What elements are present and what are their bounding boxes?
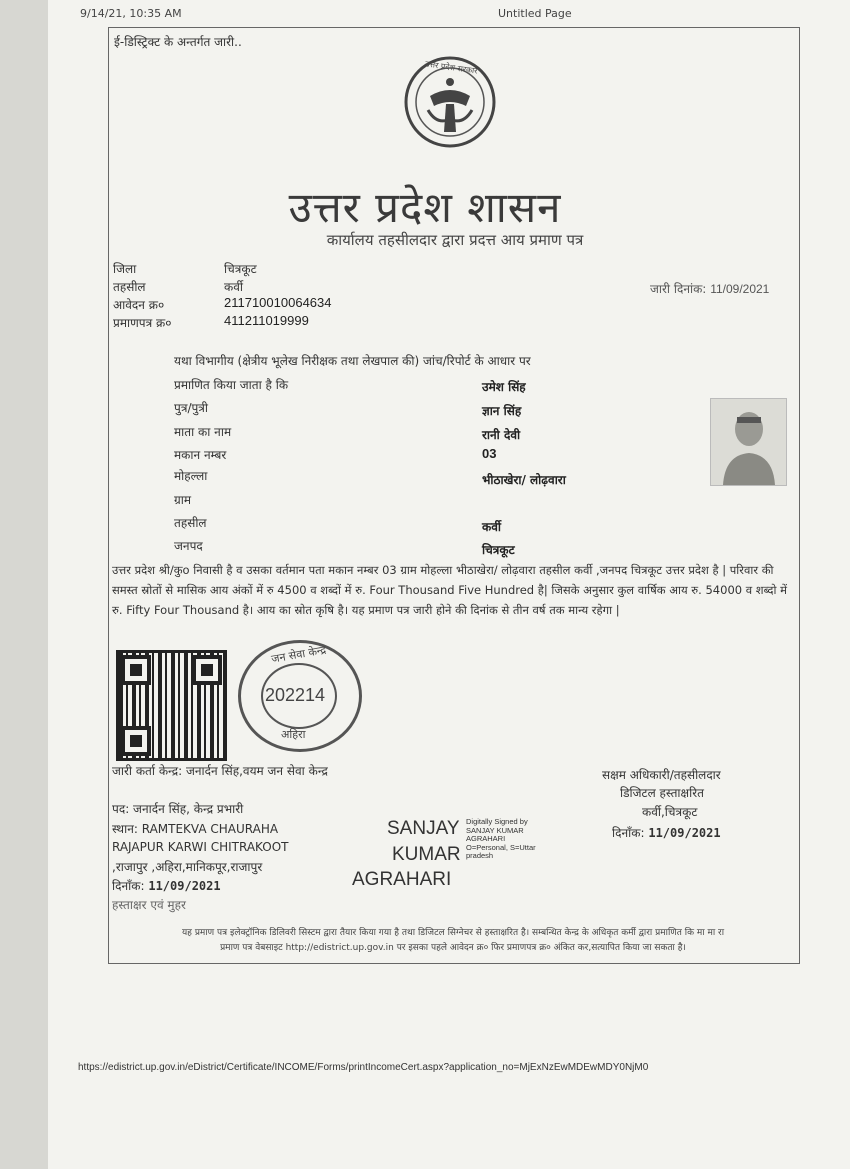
qr-code — [116, 650, 227, 761]
issuer-post: पद: जनार्दन सिंह, केन्द्र प्रभारी — [112, 802, 244, 816]
footer-note — [110, 926, 796, 956]
page-url: https://edistrict.up.gov.in/eDistrict/Certificate/INCOME/Forms/printIncomeCert.aspx?application_no=MjExNzEwMDEwMDY0NjM0 — [78, 1062, 649, 1073]
intro-text: यथा विभागीय (क्षेत्रीय भूलेख निरीक्षक तथा लेखपाल की) जांच/रिपोर्ट के आधार पर — [174, 354, 531, 368]
authority-date-label: दिनाँक: — [612, 826, 645, 840]
detail-value-locality: भीठाखेरा/ लोढ़वारा — [482, 473, 566, 487]
detail-label-locality: मोहल्ला — [174, 469, 208, 483]
detail-label-tehsil: तहसील — [174, 516, 207, 530]
detail-value-district: चित्रकूट — [482, 543, 515, 557]
meta-label-certificate-no: प्रमाणपत्र क्र० — [113, 316, 172, 330]
signature-name-line1: SANJAY — [387, 818, 460, 839]
meta-label-tehsil: तहसील — [113, 280, 146, 294]
meta-value-application-no: 211710010064634 — [224, 295, 332, 310]
top-note: ई-डिस्ट्रिक्ट के अन्तर्गत जारी.. — [114, 35, 242, 49]
detail-label-parent: पुत्र/पुत्री — [174, 401, 209, 415]
document-title: उत्तर प्रदेश शासन — [288, 183, 562, 232]
signature-note-line: AGRAHARI — [466, 834, 506, 843]
signature-note-line: SANJAY KUMAR — [466, 825, 524, 835]
qr-finder — [192, 655, 222, 685]
signature-note-line: O=Personal, S=Uttar — [466, 842, 536, 852]
footer-note-line1: यह प्रमाण पत्र इलेक्ट्रॉनिक डिलिवरी सिस्टम द्वारा तैयार किया गया है तथा डिजिटल सिग्नेचर से हस्ताक्षरित है। सम्बन्धित केन्द्र के अधिकृत कर्मी द्वारा प्रमाणित कि मा मा रा — [181, 928, 725, 938]
issuer-center: जारी कर्ता केन्द्र: जनार्दन सिंह,वयम जन सेवा केन्द्र — [112, 764, 328, 778]
detail-value-mother: रानी देवी — [482, 428, 521, 442]
authority-date — [612, 824, 721, 841]
footer-note-line2: प्रमाण पत्र वेबसाइट http://edistrict.up.gov.in पर इसका पहले आवेदन क्र० फिर प्रमाणपत्र क्र० अंकित कर,सत्यापित किया जा सकता है। — [220, 943, 686, 953]
detail-value-parent: ज्ञान सिंह — [482, 404, 522, 418]
authority-line3: कर्वी,चित्रकूट — [642, 805, 698, 819]
authority-date-value: 11/09/2021 — [648, 826, 721, 840]
document-subtitle: कार्यालय तहसीलदार द्वारा प्रदत्त आय प्रमाण पत्र — [326, 231, 584, 249]
qr-finder — [121, 726, 151, 756]
issuer-date — [112, 877, 221, 894]
emblem-text: उत्तर प्रदेश सरकार — [424, 59, 479, 76]
issue-date-value: 11/09/2021 — [710, 282, 770, 296]
certificate-paragraph: उत्तर प्रदेश श्री/कुo निवासी है व उसका वर्तमान पता मकान नम्बर 03 ग्राम मोहल्ला भीठाखेरा/ लोढ़वारा तहसील कर्वी ,जनपद चित्रकूट उत्तर प्रदेश है | परिवार की समस्त स्रोतों से मासिक आय अंकों में रु 4500 व शब्दों में रु. Four Thousand Five Hundred है| जिसके अनुसार कुल वार्षिक आय रु. 54000 व शब्दो में रु. Fifty Four Thousand है। आय का स्रोत कृषि है। यह प्रमाण पत्र जारी होने की दिनांक से तीन वर्ष तक मान्य रहेगा | — [112, 563, 788, 617]
issuer-place-line2: RAJAPUR KARWI CHITRAKOOT — [112, 840, 289, 854]
signature-note-line: pradesh — [466, 851, 494, 860]
signature-note — [466, 818, 556, 861]
stamp-top-text: जन सेवा केन्द्र — [270, 643, 328, 666]
issuer-sign-label: हस्ताक्षर एवं मुहर — [112, 898, 186, 912]
stamp-middle-text: 202214 — [265, 685, 326, 705]
detail-label-name: प्रमाणित किया जाता है कि — [174, 378, 289, 392]
authority-line1: सक्षम अधिकारी/तहसीलदार — [602, 768, 721, 782]
issue-date — [650, 280, 769, 297]
issue-date-label: जारी दिनांक: — [650, 282, 707, 296]
detail-label-village: ग्राम — [174, 493, 192, 507]
issuer-place-line3: ,राजापुर ,अहिरा,मानिकपूर,राजापुर — [112, 860, 263, 874]
detail-label-mother: माता का नाम — [174, 425, 232, 439]
print-page-title: Untitled Page — [498, 7, 572, 20]
meta-label-application-no: आवेदन क्र० — [113, 298, 165, 312]
detail-value-house-no: 03 — [482, 446, 497, 461]
detail-value-tehsil: कर्वी — [482, 520, 501, 534]
detail-label-house-no: मकान नम्बर — [174, 448, 227, 462]
meta-value-certificate-no: 411211019999 — [224, 313, 309, 328]
stamp-bottom-text: अहिरा — [281, 728, 306, 741]
signature-name-line3: AGRAHARI — [352, 869, 452, 890]
authority-line2: डिजिटल हस्ताक्षरित — [620, 786, 704, 800]
signature-name-line2: KUMAR — [392, 844, 461, 865]
applicant-photo — [710, 398, 787, 486]
meta-value-district: चित्रकूट — [224, 262, 257, 276]
issuer-date-value: 11/09/2021 — [148, 879, 221, 893]
signature-note-line: Digitally Signed by — [466, 817, 528, 826]
meta-label-district: जिला — [113, 262, 137, 276]
issuer-place-line1: स्थान: RAMTEKVA CHAURAHA — [112, 822, 279, 836]
detail-label-district: जनपद — [174, 539, 203, 553]
print-datetime: 9/14/21, 10:35 AM — [80, 7, 182, 20]
person-icon — [711, 399, 786, 485]
meta-value-tehsil: कर्वी — [224, 280, 243, 294]
center-stamp — [238, 640, 362, 752]
qr-finder — [121, 655, 151, 685]
issuer-date-label: दिनाँक: — [112, 879, 145, 893]
detail-value-name: उमेश सिंह — [482, 380, 526, 394]
